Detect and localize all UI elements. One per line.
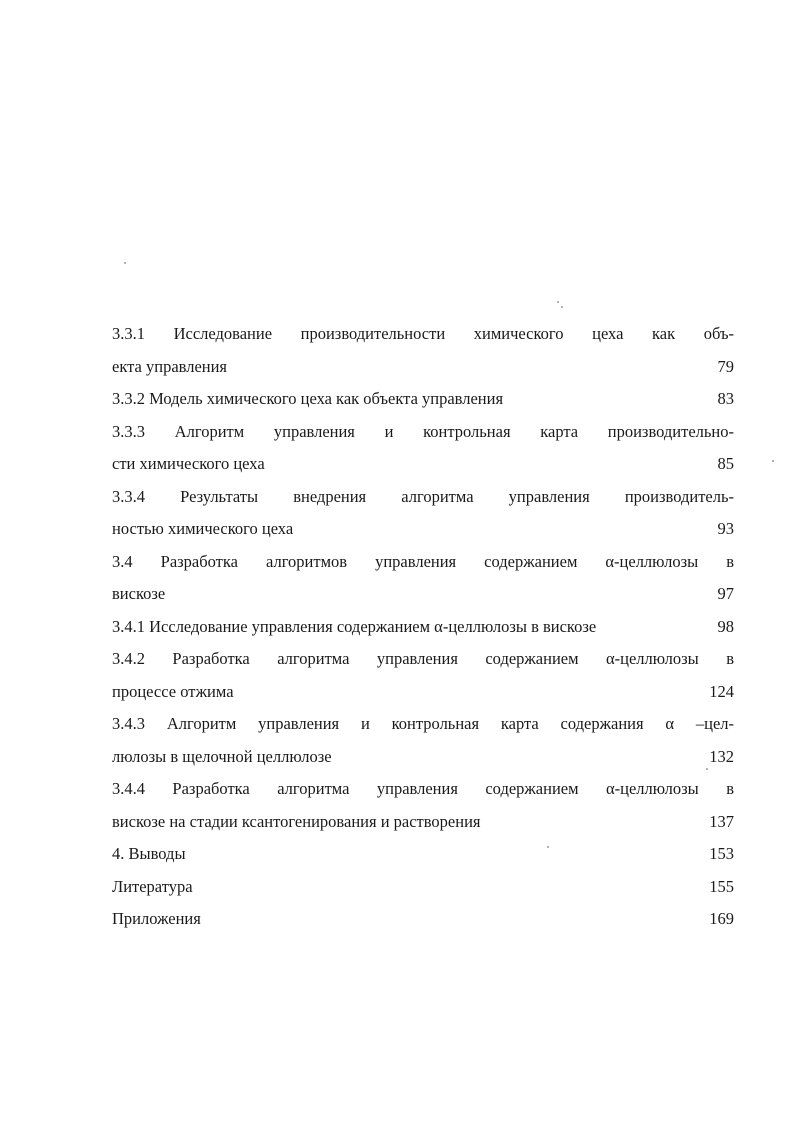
table-of-contents bbox=[112, 318, 734, 936]
toc-entry bbox=[112, 903, 734, 936]
toc-page-number: 85 bbox=[717, 454, 734, 473]
toc-page-number: 155 bbox=[709, 876, 734, 896]
toc-entry-title-line: Приложения bbox=[112, 909, 201, 928]
toc-entry-last-row bbox=[112, 351, 734, 384]
toc-entry bbox=[112, 481, 734, 546]
toc-entry bbox=[112, 871, 734, 904]
toc-page-number: 93 bbox=[717, 519, 734, 538]
toc-entry bbox=[112, 838, 734, 871]
toc-entry-title-line: 4. Выводы bbox=[112, 844, 186, 863]
toc-entry-title-line: люлозы в щелочной целлюлозе bbox=[112, 746, 332, 766]
toc-entry-last-row bbox=[112, 903, 734, 936]
toc-entry-last-row bbox=[112, 741, 734, 774]
toc-entry-title-line: 3.3.4 Результаты внедрения алгоритма управления производитель- bbox=[112, 486, 734, 506]
toc-entry-last-row bbox=[112, 806, 734, 839]
scan-speck bbox=[772, 460, 774, 462]
toc-entry bbox=[112, 773, 734, 838]
toc-page-number: 153 bbox=[709, 844, 734, 863]
toc-entry bbox=[112, 643, 734, 708]
toc-entry bbox=[112, 383, 734, 416]
toc-entry-title-line: 3.4.3 Алгоритм управления и контрольная карта содержания α –цел- bbox=[112, 714, 734, 733]
scan-speck bbox=[124, 262, 126, 264]
toc-entry-last-row bbox=[112, 578, 734, 611]
toc-page-number: 132 bbox=[709, 746, 734, 766]
toc-entry-title-line: вискозе bbox=[112, 584, 166, 603]
toc-entry-last-row bbox=[112, 611, 734, 644]
scan-speck bbox=[561, 306, 563, 308]
toc-entry bbox=[112, 416, 734, 481]
toc-entry-title-line: 3.4.1 Исследование управления содержанием α-целлюлозы в вискозе bbox=[112, 616, 597, 636]
toc-entry-last-row bbox=[112, 513, 734, 546]
toc-page-number: 137 bbox=[709, 811, 734, 831]
toc-entry-title-line: сти химического цеха bbox=[112, 454, 265, 473]
toc-page-number: 169 bbox=[709, 909, 734, 928]
toc-entry-title-line: процессе отжима bbox=[112, 681, 234, 701]
toc-page-number: 83 bbox=[717, 389, 734, 408]
toc-entry-title-line: вискозе на стадии ксантогенирования и растворения bbox=[112, 811, 481, 831]
toc-entry-last-row bbox=[112, 838, 734, 871]
toc-entry-title-line: екта управления bbox=[112, 356, 228, 376]
toc-entry-title-line: 3.4.4 Разработка алгоритма управления содержанием α-целлюлозы в bbox=[112, 779, 734, 798]
toc-entry-last-row bbox=[112, 676, 734, 709]
toc-entry-title-line: ностью химического цеха bbox=[112, 519, 294, 538]
toc-entry bbox=[112, 318, 734, 383]
toc-entry-title-line: Литература bbox=[112, 876, 193, 896]
toc-entry-last-row bbox=[112, 383, 734, 416]
toc-entry bbox=[112, 611, 734, 644]
toc-entry-last-row bbox=[112, 448, 734, 481]
toc-page-number: 98 bbox=[717, 616, 734, 636]
toc-page-number: 97 bbox=[717, 584, 734, 603]
toc-entry bbox=[112, 546, 734, 611]
scan-speck bbox=[557, 301, 559, 303]
toc-entry-title-line: 3.4 Разработка алгоритмов управления содержанием α-целлюлозы в bbox=[112, 551, 734, 571]
toc-page-number: 124 bbox=[709, 681, 734, 701]
toc-entry bbox=[112, 708, 734, 773]
toc-entry-title-line: 3.3.3 Алгоритм управления и контрольная карта производительно- bbox=[112, 421, 734, 441]
toc-entry-title-line: 3.3.1 Исследование производительности химического цеха как объ- bbox=[112, 324, 734, 343]
toc-entry-title-line: 3.4.2 Разработка алгоритма управления содержанием α-целлюлозы в bbox=[112, 649, 734, 668]
toc-page-number: 79 bbox=[717, 356, 734, 376]
toc-entry-title-line: 3.3.2 Модель химического цеха как объекта управления bbox=[112, 389, 504, 408]
toc-entry-last-row bbox=[112, 871, 734, 904]
